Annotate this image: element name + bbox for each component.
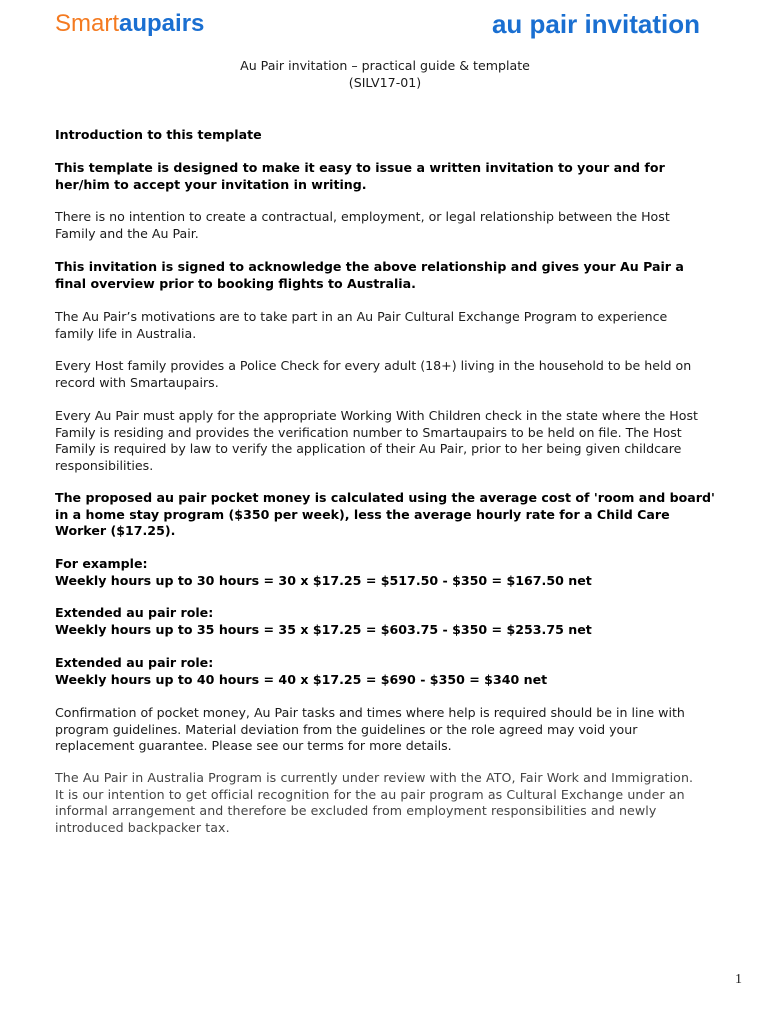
example-calculation: Extended au pair role: Weekly hours up to 40 hours = 40 x $17.25 = $690 - $350 = $340 net [55, 655, 548, 687]
smartaupairs-logo [55, 8, 204, 40]
paragraph: Confirmation of pocket money, Au Pair tasks and times where help is required should be in line with program guidelines. Material deviation from the guidelines or the role agreed may void your replacement guarantee. Please see our terms for more details. [55, 705, 685, 753]
paragraph: Every Host family provides a Police Check for every adult (18+) living in the household to be held on record with Smartaupairs. [55, 358, 692, 390]
paragraph: The Au Pair in Australia Program is currently under review with the ATO, Fair Work and Immigration. It is our intention to get official recognition for the au pair program as Cultural Exchange under an informal arrangement and therefore be excluded from employment responsibilities and newly introduced backpacker tax. [55, 770, 694, 835]
paragraph: This invitation is signed to acknowledge the above relationship and gives your Au Pair a final overview prior to booking flights to Australia. [55, 259, 684, 291]
page-number: 1 [735, 972, 742, 987]
logo-smart: Smart [55, 10, 120, 37]
section-heading: Introduction to this template [55, 127, 262, 142]
document-title: au pair invitation [491, 9, 700, 39]
paragraph: This template is designed to make it easy to issue a written invitation to your and for her/him to accept your invitation in writing. [55, 160, 665, 192]
paragraph: The proposed au pair pocket money is calculated using the average cost of 'room and board' in a home stay program ($350 per week), less the average hourly rate for a Child Care Worker ($17.25). [55, 490, 715, 538]
example-calculation: Extended au pair role: Weekly hours up to 35 hours = 35 x $17.25 = $603.75 - $350 = $253.75 net [55, 605, 592, 637]
paragraph: There is no intention to create a contractual, employment, or legal relationship between the Host Family and the Au Pair. [55, 209, 670, 241]
paragraph: The Au Pair’s motivations are to take part in an Au Pair Cultural Exchange Program to experience family life in Australia. [55, 309, 668, 341]
example-calculation: For example: Weekly hours up to 30 hours = 30 x $17.25 = $517.50 - $350 = $167.50 net [55, 556, 592, 588]
document-subtitle: Au Pair invitation – practical guide & template (SILV17-01) [240, 58, 530, 90]
logo-aupairs: aupairs [119, 10, 205, 37]
paragraph: Every Au Pair must apply for the appropriate Working With Children check in the state where the Host Family is residing and provides the verification number to Smartaupairs to be held on file. The Host Family is required by law to verify the application of their Au Pair, prior to her being given childcare responsibilities. [55, 408, 698, 473]
